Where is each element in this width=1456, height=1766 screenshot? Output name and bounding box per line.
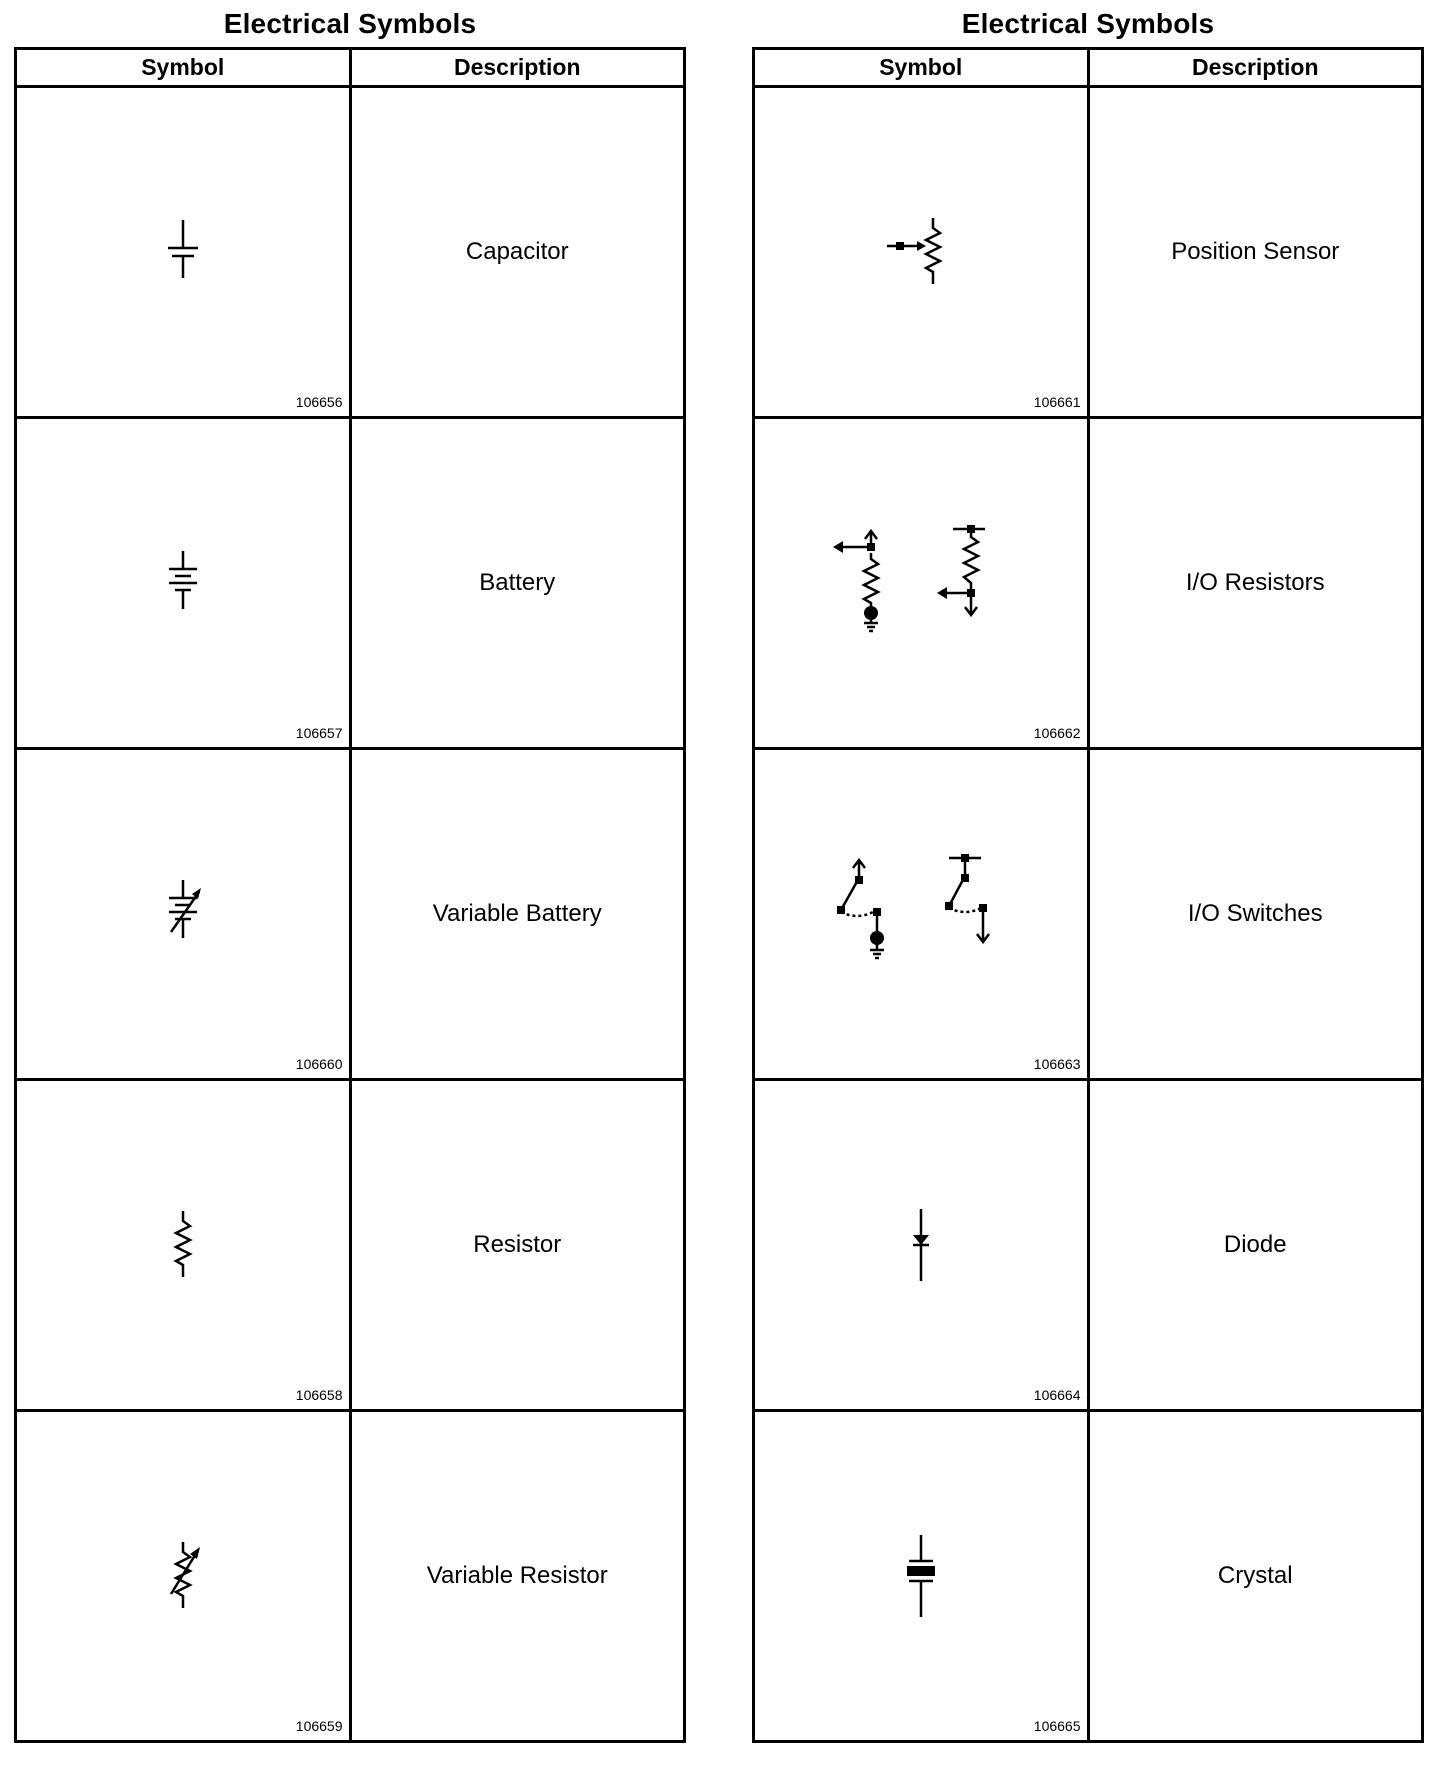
table-row	[754, 418, 1423, 749]
symbol-cell	[16, 749, 351, 1080]
diode-icon	[881, 1205, 961, 1285]
description-cell: Resistor	[350, 1080, 685, 1411]
symbol-cell	[754, 1411, 1089, 1742]
capacitor-icon	[143, 212, 223, 292]
description-cell: Position Sensor	[1088, 87, 1423, 418]
table-row	[754, 749, 1423, 1080]
battery-icon	[143, 543, 223, 623]
position-sensor-icon	[871, 212, 971, 292]
left-table-title: Electrical Symbols	[223, 8, 477, 39]
description-column-header: Description	[1088, 49, 1423, 87]
symbol-cell	[754, 749, 1089, 1080]
description-cell: Diode	[1088, 1080, 1423, 1411]
figure-number: 106660	[295, 1056, 343, 1072]
table-row	[16, 418, 685, 749]
symbol-cell	[754, 87, 1089, 418]
symbol-cell	[754, 1080, 1089, 1411]
table-row	[16, 1080, 685, 1411]
table-row	[16, 1411, 685, 1742]
symbol-cell	[16, 1411, 351, 1742]
description-column-header: Description	[350, 49, 685, 87]
description-cell: Capacitor	[350, 87, 685, 418]
crystal-icon	[881, 1531, 961, 1621]
left-symbols-table	[14, 47, 686, 1743]
description-cell: Variable Resistor	[350, 1411, 685, 1742]
description-cell: Variable Battery	[350, 749, 685, 1080]
variable-battery-icon	[143, 874, 223, 954]
table-row	[16, 87, 685, 418]
figure-number: 106662	[1033, 725, 1081, 741]
figure-number: 106657	[295, 725, 343, 741]
table-row	[754, 1080, 1423, 1411]
right-symbols-table	[752, 47, 1424, 1743]
right-table-title: Electrical Symbols	[961, 8, 1215, 39]
description-cell: I/O Resistors	[1088, 418, 1423, 749]
symbol-column-header: Symbol	[16, 49, 351, 87]
table-row	[754, 87, 1423, 418]
figure-number: 106658	[295, 1387, 343, 1403]
resistor-icon	[143, 1205, 223, 1285]
variable-resistor-icon	[143, 1536, 223, 1616]
figure-number: 106663	[1033, 1056, 1081, 1072]
io-switches-icon	[821, 854, 1021, 974]
description-cell: Battery	[350, 418, 685, 749]
table-header-row	[16, 49, 685, 87]
figure-number: 106661	[1033, 394, 1081, 410]
figure-number: 106656	[295, 394, 343, 410]
figure-number: 106659	[295, 1718, 343, 1734]
symbol-column-header: Symbol	[754, 49, 1089, 87]
symbol-cell	[16, 87, 351, 418]
table-row	[754, 1411, 1423, 1742]
io-resistors-icon	[821, 523, 1021, 643]
description-cell: Crystal	[1088, 1411, 1423, 1742]
symbol-cell	[16, 418, 351, 749]
table-row	[16, 749, 685, 1080]
description-cell: I/O Switches	[1088, 749, 1423, 1080]
figure-number: 106664	[1033, 1387, 1081, 1403]
left-symbols-panel	[14, 0, 686, 1743]
right-symbols-panel	[752, 0, 1424, 1743]
symbol-cell	[754, 418, 1089, 749]
figure-number: 106665	[1033, 1718, 1081, 1734]
table-header-row	[754, 49, 1423, 87]
symbol-cell	[16, 1080, 351, 1411]
